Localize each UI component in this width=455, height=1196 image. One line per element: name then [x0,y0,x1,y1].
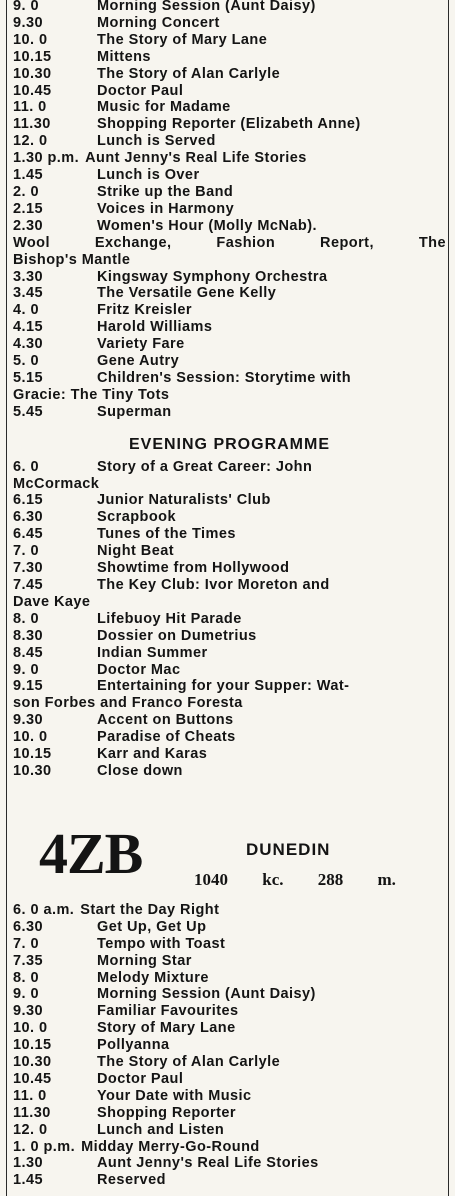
entry-time: 11. 0 [13,99,47,116]
entry-title: The Versatile Gene Kelly [97,285,277,302]
entry-title: Music for Madame [97,99,231,116]
programme-entry [13,1155,446,1172]
entry-time: 10.45 [13,82,52,99]
entry-title: Fritz Kreisler [97,302,192,319]
entry-time: 7. 0 [13,935,39,952]
programme-entry [13,218,446,235]
entry-time: 1.45 [13,167,44,184]
entry-time: 10.30 [13,65,52,82]
entry-time: 4.15 [13,319,44,336]
entry-title: Voices in Harmony [97,200,235,217]
entry-time: 1.30 [13,1155,44,1172]
entry-title: Story of a Great Career: John [97,458,313,475]
entry-title: Night Beat [97,543,174,560]
entry-time: 7.30 [13,560,44,577]
entry-continuation: Gracie: The Tiny Tots [13,386,170,403]
entry-title: Scrapbook [97,509,176,526]
entry-title: Children's Session: Storytime with [97,369,352,386]
entry-continuation: McCormack [13,475,100,492]
entry-time: 7.35 [13,952,44,969]
entry-title: Lunch is Served [97,133,216,150]
station-city: DUNEDIN [246,839,331,859]
entry-time: 6.30 [13,918,44,935]
entry-title: Junior Naturalists' Club [97,492,271,509]
programme-entry [13,370,446,387]
entry-continuation: Wool Exchange, Fashion Report, The [13,234,446,251]
entry-title: Gene Autry [97,353,180,370]
programme-entry [13,15,446,32]
programme-entry [13,66,446,83]
entry-title: Harold Williams [97,319,213,336]
entry-time: 8.30 [13,627,44,644]
programme-entry [13,526,446,543]
evening-programme-heading: EVENING PROGRAMME [128,435,330,453]
entry-title: Midday Merry-Go-Round [81,1138,260,1155]
programme-entry [13,1088,446,1105]
evening-programme-list [13,459,446,780]
entry-time: 5. 0 [13,353,39,370]
programme-entry [13,459,446,476]
entry-title: Familiar Favourites [97,1003,239,1020]
programme-entry [13,577,446,594]
station-header [13,822,446,898]
programme-entry [13,99,446,116]
entry-time: 9.30 [13,712,44,729]
programme-entry [13,1139,446,1156]
programme-entry [13,285,446,302]
entry-time: 10.15 [13,48,52,65]
entry-time: 12. 0 [13,133,48,150]
entry-time: 10.30 [13,1054,52,1071]
entry-time: 6.15 [13,492,44,509]
entry-time: 9. 0 [13,0,39,14]
entry-title: Aunt Jenny's Real Life Stories [85,150,307,167]
entry-time: 9.30 [13,1003,44,1020]
entry-title: Doctor Paul [97,1070,184,1087]
entry-time: 3.45 [13,285,44,302]
entry-time: 8. 0 [13,610,39,627]
entry-title: The Story of Alan Carlyle [97,1054,281,1071]
entry-title: Doctor Mac [97,661,181,678]
entry-time: 11. 0 [13,1087,47,1104]
programme-entry [13,1003,446,1020]
entry-title: Karr and Karas [97,746,208,763]
entry-continuation: Bishop's Mantle [13,251,131,268]
station-programme-list [13,902,446,1189]
programme-entry [13,678,446,695]
entry-title: Shopping Reporter [97,1104,236,1121]
programme-entry [13,133,446,150]
programme-entry [13,970,446,987]
programme-entry [13,1172,446,1189]
entry-time: 6. 0 a.m. [13,901,75,918]
entry-time: 11.30 [13,1104,51,1121]
programme-entry [13,919,446,936]
programme-entry [13,712,446,729]
entry-time: 10. 0 [13,31,48,48]
entry-time: 8. 0 [13,969,39,986]
entry-title: Paradise of Cheats [97,729,236,746]
entry-time: 7. 0 [13,543,39,560]
entry-time: 9. 0 [13,986,39,1003]
entry-continuation: son Forbes and Franco Foresta [13,695,243,712]
entry-title: Morning Star [97,952,192,969]
programme-entry [13,353,446,370]
entry-title: Kingsway Symphony Orchestra [97,268,328,285]
programme-entry [13,729,446,746]
entry-title: Tunes of the Times [97,526,236,543]
programme-entry [13,936,446,953]
programme-entry [13,662,446,679]
station-call-sign: 4ZB [39,820,143,886]
entry-time: 1. 0 p.m. [13,1138,76,1155]
column-rule-right [448,0,449,1196]
station-wavelength: 288 m. [317,869,396,889]
programme-entry [13,492,446,509]
programme-entry [13,49,446,66]
entry-time: 10.45 [13,1070,52,1087]
entry-title: Aunt Jenny's Real Life Stories [97,1155,319,1172]
programme-entry [13,628,446,645]
entry-title: Get Up, Get Up [97,918,207,935]
entry-title: Indian Summer [97,644,208,661]
column-rule-left [6,0,7,1196]
entry-time: 10.15 [13,1037,52,1054]
programme-entry [13,746,446,763]
entry-time: 10.30 [13,762,52,779]
entry-title: Shopping Reporter (Elizabeth Anne) [97,116,361,133]
entry-title: Lunch is Over [97,167,200,184]
programme-entry [13,184,446,201]
programme-entry [13,404,446,421]
programme-entry [13,902,446,919]
entry-title: The Story of Mary Lane [97,31,268,48]
entry-time: 6.30 [13,509,44,526]
entry-time: 9.30 [13,14,44,31]
entry-time: 3.30 [13,268,44,285]
entry-title: Tempo with Toast [97,935,226,952]
entry-title: Strike up the Band [97,183,234,200]
entry-time: 2.30 [13,217,44,234]
programme-entry [13,302,446,319]
programme-entry [13,509,446,526]
programme-entry [13,1020,446,1037]
programme-entry [13,269,446,286]
entry-time: 10. 0 [13,729,48,746]
entry-time: 9.15 [13,678,44,695]
station-frequency-line [194,870,396,890]
entry-title: Morning Concert [97,14,220,31]
programme-entry [13,953,446,970]
programme-entry [13,1105,446,1122]
programme-entry [13,645,446,662]
entry-title: Morning Session (Aunt Daisy) [97,986,316,1003]
entry-title: Lifebuoy Hit Parade [97,610,242,627]
programme-entry [13,1071,446,1088]
programme-entry [13,543,446,560]
entry-title: The Story of Alan Carlyle [97,65,281,82]
entry-time: 2. 0 [13,183,39,200]
entry-time: 9. 0 [13,661,39,678]
entry-time: 1.30 p.m. [13,150,80,167]
entry-title: Doctor Paul [97,82,184,99]
entry-time: 5.15 [13,369,44,386]
entry-title: Variety Fare [97,336,185,353]
entry-title: Close down [97,762,183,779]
entry-title: Morning Session (Aunt Daisy) [97,0,316,14]
programme-entry [13,167,446,184]
entry-title: Pollyanna [97,1037,170,1054]
entry-title: Dossier on Dumetrius [97,627,257,644]
entry-time: 2.15 [13,200,44,217]
entry-title: The Key Club: Ivor Moreton and [97,577,330,593]
entry-time: 6. 0 [13,458,39,475]
entry-title: Entertaining for your Supper: Wat- [97,678,350,695]
entry-time: 4.30 [13,336,44,353]
programme-entry [13,0,446,15]
programme-entry [13,201,446,218]
entry-time: 10. 0 [13,1020,48,1037]
entry-time: 12. 0 [13,1121,48,1138]
programme-entry [13,32,446,49]
entry-time: 7.45 [13,577,44,593]
station-frequency: 1040 kc. [194,869,284,889]
entry-title: Superman [97,403,172,420]
entry-time: 1.45 [13,1172,44,1189]
programme-entry [13,1037,446,1054]
entry-time: 8.45 [13,644,44,661]
daytime-programme-list [13,0,446,421]
programme-entry [13,1122,446,1139]
entry-title: Your Date with Music [97,1087,252,1104]
programme-entry [13,986,446,1003]
programme-entry [13,763,446,780]
programme-entry [13,319,446,336]
entry-title: Start the Day Right [80,901,220,918]
entry-title: Reserved [97,1172,166,1189]
entry-title: Women's Hour (Molly McNab). [97,217,317,234]
entry-title: Accent on Buttons [97,712,234,729]
entry-title: Lunch and Listen [97,1121,225,1138]
entry-time: 4. 0 [13,302,39,319]
entry-continuation: Dave Kaye [13,593,91,610]
programme-entry [13,1054,446,1071]
entry-title: Mittens [97,48,151,65]
programme-entry [13,116,446,133]
entry-title: Showtime from Hollywood [97,560,290,577]
programme-entry [13,611,446,628]
programme-column [13,0,446,1189]
programme-entry [13,560,446,577]
entry-time: 11.30 [13,116,51,133]
programme-entry [13,336,446,353]
entry-time: 5.45 [13,403,44,420]
entry-time: 10.15 [13,746,52,763]
programme-entry [13,83,446,100]
entry-title: Story of Mary Lane [97,1020,236,1037]
entry-title: Melody Mixture [97,969,209,986]
programme-entry [13,150,446,167]
entry-time: 6.45 [13,526,44,543]
